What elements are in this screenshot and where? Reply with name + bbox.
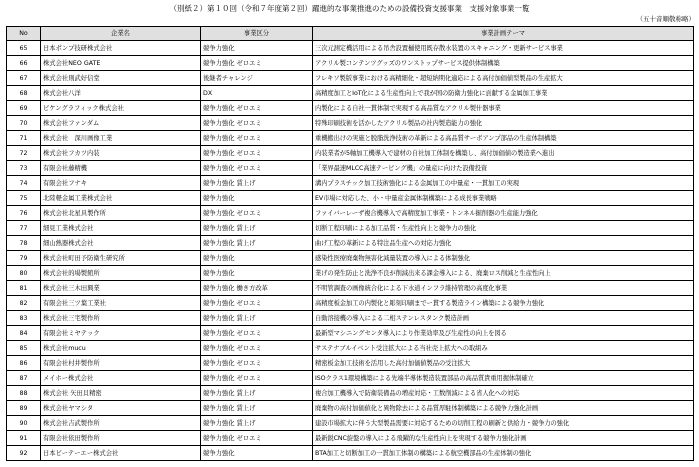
row-number: 69 bbox=[7, 101, 41, 116]
company-name: 株式会社 矢田貝精密 bbox=[41, 386, 201, 401]
row-number: 87 bbox=[7, 371, 41, 386]
project-theme: 廃棄物の高付加価値化と異物除去による品質厚駐体制構築による競争力強化計画 bbox=[313, 401, 694, 416]
project-theme: ISOクラス1環境構築による先端半導体製造装置部品の高品質貴重用握体制確立 bbox=[313, 371, 694, 386]
document-title: （別紙２）第１０回（令和７年度第２回）躍進的な事業推進のための設備投資支援事業 支援対象事業一覧 bbox=[169, 4, 530, 13]
row-number: 79 bbox=[7, 251, 41, 266]
table-row bbox=[7, 356, 694, 371]
project-theme: ファイバーレーザ複合機導入で高精度加工事業・トンネル掘削器の生産能力強化 bbox=[313, 206, 694, 221]
row-number: 89 bbox=[7, 401, 41, 416]
company-name: 日本ビーテーエー株式会社 bbox=[41, 446, 201, 461]
project-theme: サステナブルイベント受注拡大による当社売上拡大への取組み bbox=[313, 341, 694, 356]
table-row bbox=[7, 236, 694, 251]
project-theme: 精密板金加工技術を活用した高付加価値製品の受注拡大 bbox=[313, 356, 694, 371]
project-theme: 感染性医療廃棄物無害化減量装置の導入による体制強化 bbox=[313, 251, 694, 266]
project-category: 競争力強化 ゼロエミ bbox=[201, 206, 313, 221]
company-name: 株式会社NEO GATE bbox=[41, 56, 201, 71]
company-name: 株式会社北星具製作所 bbox=[41, 206, 201, 221]
project-category: 競争力強化 賃上げ bbox=[201, 236, 313, 251]
project-category: 競争力強化 ゼロエミ bbox=[201, 341, 313, 356]
table-row bbox=[7, 86, 694, 101]
table-row bbox=[7, 386, 694, 401]
row-number: 88 bbox=[7, 386, 41, 401]
row-number: 67 bbox=[7, 71, 41, 86]
company-name: 株式会社フカツ内装 bbox=[41, 146, 201, 161]
project-theme: 高精度加工とIoT化による生産性向上で我が国の防衛力強化に貢献する金属加工事業 bbox=[313, 86, 694, 101]
project-category: 後継者チャレンジ bbox=[201, 71, 313, 86]
project-category: 競争力強化 ゼロエミ bbox=[201, 56, 313, 71]
company-name: 株式会社mucu bbox=[41, 341, 201, 356]
project-category: 競争力強化 ゼロエミ bbox=[201, 146, 313, 161]
project-category: 競争力強化 ゼロエミ bbox=[201, 101, 313, 116]
project-theme: 内装業者が5軸加工機導入で建材の自社加工体制を構築し、高付加価値の製造業へ進出 bbox=[313, 146, 694, 161]
company-name: メイホー株式会社 bbox=[41, 371, 201, 386]
table-row bbox=[7, 221, 694, 236]
row-number: 76 bbox=[7, 206, 41, 221]
project-category: 競争力強化 ゼロエミ bbox=[201, 161, 313, 176]
project-category: 競争力強化 賃上げ bbox=[201, 386, 313, 401]
project-category: 競争力強化 賃上げ bbox=[201, 311, 313, 326]
project-category: 競争力強化 賃上げ bbox=[201, 416, 313, 431]
project-table bbox=[6, 26, 694, 461]
project-theme: 特殊印刷技術を活かしたアクリル製品の社内製造能力の強化 bbox=[313, 116, 694, 131]
company-name: 日本ポンプ技研株式会社 bbox=[41, 41, 201, 56]
project-category: 競争力強化 bbox=[201, 446, 313, 461]
table-row bbox=[7, 431, 694, 446]
company-name: 細見工業株式会社 bbox=[41, 221, 201, 236]
company-name: 株式会社三宅製作所 bbox=[41, 311, 201, 326]
project-category: 競争力強化 bbox=[201, 251, 313, 266]
row-number: 65 bbox=[7, 41, 41, 56]
table-row bbox=[7, 191, 694, 206]
project-theme: 自動溶接機の導入による二相ステンレスタンク製造計画 bbox=[313, 311, 694, 326]
row-number: 77 bbox=[7, 221, 41, 236]
row-number: 75 bbox=[7, 191, 41, 206]
table-row bbox=[7, 281, 694, 296]
table-row bbox=[7, 71, 694, 86]
project-category: 競争力強化 bbox=[201, 191, 313, 206]
row-number: 84 bbox=[7, 326, 41, 341]
company-name: 有限会社三ツ葉工業社 bbox=[41, 296, 201, 311]
project-category: 競争力強化 賃上げ bbox=[201, 221, 313, 236]
row-number: 68 bbox=[7, 86, 41, 101]
project-theme: 重機搬出けの実施と脱脂洗浄技術の革新による高品質サーボアンプ部品の生産体制構築 bbox=[313, 131, 694, 146]
row-number: 90 bbox=[7, 416, 41, 431]
table-row bbox=[7, 161, 694, 176]
project-category: 競争力強化 bbox=[201, 266, 313, 281]
row-number: 70 bbox=[7, 116, 41, 131]
project-category: 競争力強化 ゼロエミ bbox=[201, 116, 313, 131]
sort-order-note: （五十音順敬称略） bbox=[636, 15, 695, 23]
company-name: 有限会社依田製作所 bbox=[41, 431, 201, 446]
table-row bbox=[7, 131, 694, 146]
table-row bbox=[7, 116, 694, 131]
project-theme: 三次元測定機活用による吊舎設置樋使用既存散水装置のスキャニング・更新サービス事業 bbox=[313, 41, 694, 56]
project-category: 競争力強化 ゼロエミ bbox=[201, 371, 313, 386]
table-row bbox=[7, 41, 694, 56]
table-row bbox=[7, 326, 694, 341]
row-number: 83 bbox=[7, 311, 41, 326]
company-name: 株式会社町田予防衛生研究所 bbox=[41, 251, 201, 266]
project-theme: 業げの発生防止と洗浄不良が削減出来る課金導入による、廃棄ロス削減と生産性向上 bbox=[313, 266, 694, 281]
table-row bbox=[7, 371, 694, 386]
table-body bbox=[7, 41, 694, 461]
row-number: 81 bbox=[7, 281, 41, 296]
project-category: 競争力強化 ゼロエミ bbox=[201, 356, 313, 371]
project-theme: アクリル製コンテンツグッズのワンストップサービス提供体制構築 bbox=[313, 56, 694, 71]
project-category: 競争力強化 賃上げ bbox=[201, 176, 313, 191]
company-name: 株式会社ヤマシタ bbox=[41, 401, 201, 416]
table-row bbox=[7, 251, 694, 266]
company-name: 有限会社ミヤテック bbox=[41, 326, 201, 341]
company-name: 株式会社吉武製作所 bbox=[41, 416, 201, 431]
project-theme: 不明管調査の画像統合化による下水道インフラ維持管理の高度化事業 bbox=[313, 281, 694, 296]
project-theme: BTA加工と切断加工の一貫加工体制の構築による航空機部品の生産体制の強化 bbox=[313, 446, 694, 461]
table-row bbox=[7, 296, 694, 311]
project-theme: 最新鋭CNC旋盤の導入による飛躍的な生産性向上を実現する競争力強化計画 bbox=[313, 431, 694, 446]
project-category: 競争力強化 bbox=[201, 41, 313, 56]
company-name: 株式会社 深川画像工業 bbox=[41, 131, 201, 146]
project-category: 競争力強化 ゼロエミ bbox=[201, 296, 313, 311]
project-theme: 建設市場拡大に伴う大型製品需要に対応するための切削工程の刷新と供給力・競争力の強化 bbox=[313, 416, 694, 431]
company-name: 株式会社八洋 bbox=[41, 86, 201, 101]
table-row bbox=[7, 416, 694, 431]
row-number: 86 bbox=[7, 356, 41, 371]
company-name: 細山熱器株式会社 bbox=[41, 236, 201, 251]
company-name: 有限会社フナキ bbox=[41, 176, 201, 191]
project-category: 競争力強化 ゼロエミ bbox=[201, 431, 313, 446]
project-theme: 切断工程印刷による加工品質・生産性向上と競争力の強化 bbox=[313, 221, 694, 236]
project-theme: 「業界最速MLCC高速テーピング機」の量産に向けた設備投資 bbox=[313, 161, 694, 176]
project-category: DX bbox=[201, 86, 313, 101]
project-theme: 高精度板金加工の内製化と彫刻印刷までー貫する製造ライン構築による競争力強化 bbox=[313, 296, 694, 311]
project-theme: 内製化による自社一貫体制で実現する高品質なアクリル製什器事業 bbox=[313, 101, 694, 116]
company-name: 有限会社村井製作所 bbox=[41, 356, 201, 371]
row-number: 71 bbox=[7, 131, 41, 146]
table-row bbox=[7, 311, 694, 326]
column-header-no: No bbox=[7, 27, 41, 41]
column-header-theme: 事業計画テーマ bbox=[313, 27, 694, 41]
row-number: 80 bbox=[7, 266, 41, 281]
project-category: 競争力強化 ゼロエミ bbox=[201, 131, 313, 146]
company-name: 株式会社則武好信堂 bbox=[41, 71, 201, 86]
company-name: 北陸軽金属工業株式会社 bbox=[41, 191, 201, 206]
project-category: 競争力強化 働き方改革 bbox=[201, 281, 313, 296]
row-number: 91 bbox=[7, 431, 41, 446]
row-number: 66 bbox=[7, 56, 41, 71]
project-theme: 最新型マシニングセンタ導入により作業効率及び生産性の向上を図る bbox=[313, 326, 694, 341]
table-row bbox=[7, 56, 694, 71]
table-row bbox=[7, 341, 694, 356]
row-number: 92 bbox=[7, 446, 41, 461]
column-header-category: 事業区分 bbox=[201, 27, 313, 41]
table-row bbox=[7, 101, 694, 116]
project-theme: 曲げ工程の革新による特注品生産への対応力強化 bbox=[313, 236, 694, 251]
row-number: 82 bbox=[7, 296, 41, 311]
company-name: 有限会社藤精機 bbox=[41, 161, 201, 176]
company-name: 株式会社的場製館所 bbox=[41, 266, 201, 281]
project-category: 競争力強化 賃上げ bbox=[201, 401, 313, 416]
table-row bbox=[7, 266, 694, 281]
table-row bbox=[7, 206, 694, 221]
company-name: 株式会社ファンダム bbox=[41, 116, 201, 131]
table-row bbox=[7, 176, 694, 191]
project-theme: 溝内プラスチック加工技術強化による金属加工の中量産・一貫加工の実現 bbox=[313, 176, 694, 191]
row-number: 72 bbox=[7, 146, 41, 161]
table-row bbox=[7, 446, 694, 461]
row-number: 78 bbox=[7, 236, 41, 251]
project-theme: 複合加工機導入で防衛装備品の増産対応・工数削減による省人化への対応 bbox=[313, 386, 694, 401]
row-number: 74 bbox=[7, 176, 41, 191]
column-header-company: 企業名 bbox=[41, 27, 201, 41]
company-name: 株式会社三木田興業 bbox=[41, 281, 201, 296]
table-header-row bbox=[7, 27, 694, 41]
table-row bbox=[7, 401, 694, 416]
project-theme: フレキソ製版事業における高精細化・超短納期化適応による高付加価値型製品の生産拡大 bbox=[313, 71, 694, 86]
project-theme: EV市場に対応した、小・中量産金属体制構築による成長事業戦略 bbox=[313, 191, 694, 206]
row-number: 73 bbox=[7, 161, 41, 176]
company-name: ビケングラフィック株式会社 bbox=[41, 101, 201, 116]
row-number: 85 bbox=[7, 341, 41, 356]
project-category: 競争力強化 ゼロエミ bbox=[201, 326, 313, 341]
table-row bbox=[7, 146, 694, 161]
